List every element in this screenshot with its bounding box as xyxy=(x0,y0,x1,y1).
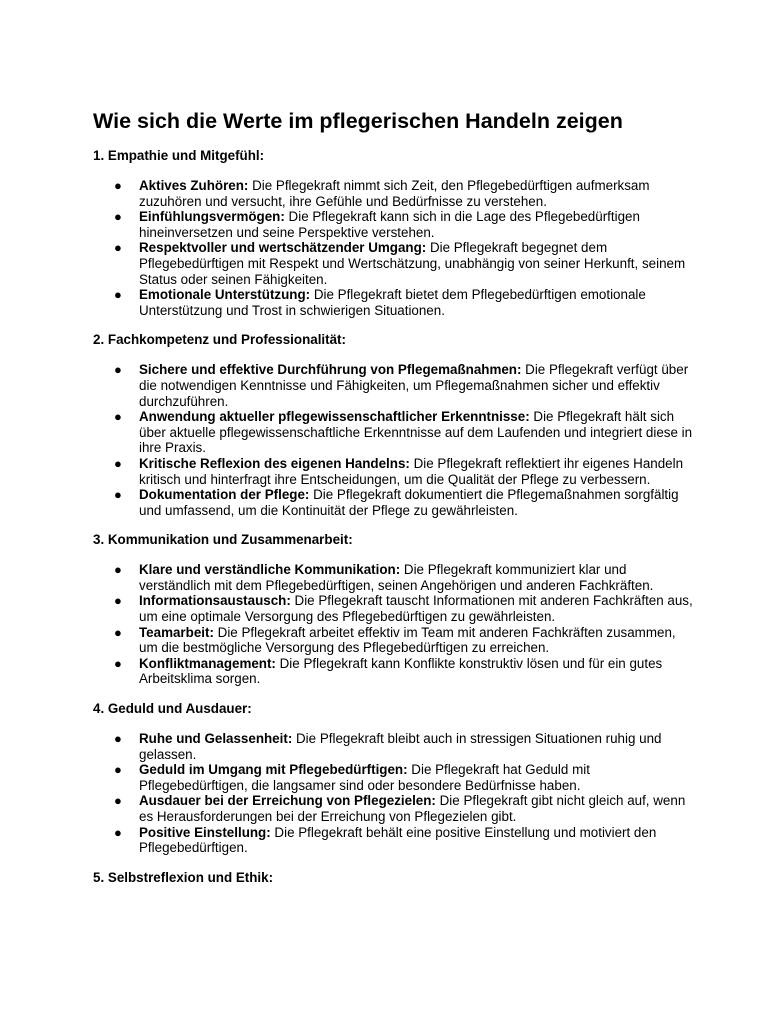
bullet-icon: ● xyxy=(114,362,122,378)
bullet-icon: ● xyxy=(114,455,122,471)
list-item: ● Respektvoller und wertschätzender Umgang: Die Pflegekraft begegnet dem Pflegebedürftigen mit Respekt und Wertschätzung, unabhängig von seiner Herkunft, seinem Status oder seinen Fähigkeiten. xyxy=(114,240,686,287)
bullet-list xyxy=(93,362,693,518)
section-heading: 4. Geduld und Ausdauer: xyxy=(93,701,252,717)
list-item: ● Sichere und effektive Durchführung von Pflegemaßnahmen: Die Pflegekraft verfügt über die notwendigen Kenntnisse und Fähigkeiten, um Pflegemaßnahmen sicher und effektiv durchzuführen. xyxy=(114,362,689,409)
list-item: ● Teamarbeit: Die Pflegekraft arbeitet effektiv im Team mit anderen Fachkräften zusammen, um die bestmögliche Versorgung des Pflegebedürftigen zu erreichen. xyxy=(114,624,676,656)
bullet-icon: ● xyxy=(114,731,122,747)
section-heading: 3. Kommunikation und Zusammenarbeit: xyxy=(93,532,353,548)
list-item: ● Aktives Zuhören: Die Pflegekraft nimmt sich Zeit, den Pflegebedürftigen aufmerksam zuzuhören und versucht, ihre Gefühle und Bedürfnisse zu verstehen. xyxy=(114,178,650,209)
section-heading: 1. Empathie und Mitgefühl: xyxy=(93,148,265,163)
list-item: ● Dokumentation der Pflege: Die Pflegekraft dokumentiert die Pflegemaßnahmen sorgfältig und umfassend, um die Kontinuität der Pflege zu gewährleisten. xyxy=(114,487,679,518)
list-item: ● Einfühlungsvermögen: Die Pflegekraft kann sich in die Lage des Pflegebedürftigen hineinversetzen und seine Perspektive verstehen. xyxy=(114,209,640,240)
bullet-icon: ● xyxy=(114,287,122,303)
section-selbstreflexion xyxy=(93,870,693,886)
bullet-icon: ● xyxy=(114,487,122,503)
bullet-icon: ● xyxy=(114,624,122,640)
list-item: ● Positive Einstellung: Die Pflegekraft behält eine positive Einstellung und motiviert den Pflegebedürftigen. xyxy=(114,824,657,856)
section-heading: 2. Fachkompetenz und Professionalität: xyxy=(93,332,346,348)
bullet-icon: ● xyxy=(114,824,122,840)
bullet-icon: ● xyxy=(114,793,122,809)
page-title: Wie sich die Werte im pflegerischen Handeln zeigen xyxy=(93,109,623,133)
section-geduld xyxy=(93,701,693,856)
bullet-icon: ● xyxy=(114,593,122,609)
bullet-icon: ● xyxy=(114,178,122,193)
bullet-list xyxy=(93,731,693,856)
bullet-icon: ● xyxy=(114,209,122,225)
bullet-icon: ● xyxy=(114,762,122,778)
section-heading: 5. Selbstreflexion und Ethik: xyxy=(93,869,274,885)
list-item: ● Ruhe und Gelassenheit: Die Pflegekraft bleibt auch in stressigen Situationen ruhig und gelassen. xyxy=(114,731,662,762)
section-fachkompetenz xyxy=(93,332,693,518)
list-item: ● Informationsaustausch: Die Pflegekraft tauscht Informationen mit anderen Fachkräften aus, um eine optimale Versorgung des Pflegebedürftigen zu gewährleisten. xyxy=(114,593,693,625)
bullet-icon: ● xyxy=(114,655,122,671)
list-item: ● Klare und verständliche Kommunikation: Die Pflegekraft kommuniziert klar und verständlich mit dem Pflegebedürftigen, seinen Angehörigen und anderen Fachkräften. xyxy=(114,562,654,593)
list-item: ● Konfliktmanagement: Die Pflegekraft kann Konflikte konstruktiv lösen und für ein gutes Arbeitsklima sorgen. xyxy=(114,655,663,687)
section-kommunikation xyxy=(93,532,693,687)
document-page xyxy=(93,108,693,886)
bullet-icon: ● xyxy=(114,240,122,256)
list-item: ● Ausdauer bei der Erreichung von Pflegezielen: Die Pflegekraft gibt nicht gleich auf, wenn es Herausforderungen bei der Erreichung von Pflegezielen gibt. xyxy=(114,793,686,824)
list-item: ● Anwendung aktueller pflegewissenschaftlicher Erkenntnisse: Die Pflegekraft hält sich über aktuelle pflegewissenschaftliche Erkenntnisse auf dem Laufenden und integriert diese in ihre Praxis. xyxy=(114,409,693,456)
list-item: ● Geduld im Umgang mit Pflegebedürftigen: Die Pflegekraft hat Geduld mit Pflegebedürftigen, die langsamer sind oder besondere Bedürfnisse haben. xyxy=(114,762,590,793)
bullet-icon: ● xyxy=(114,562,122,578)
bullet-icon: ● xyxy=(114,409,122,425)
section-empathie xyxy=(93,148,693,318)
list-item: ● Emotionale Unterstützung: Die Pflegekraft bietet dem Pflegebedürftigen emotionale Unterstützung und Trost in schwierigen Situationen. xyxy=(114,287,646,318)
bullet-list xyxy=(93,562,693,687)
bullet-list xyxy=(93,178,693,318)
list-item: ● Kritische Reflexion des eigenen Handelns: Die Pflegekraft reflektiert ihr eigenes Handeln kritisch und hinterfragt ihre Entscheidungen, um die Qualität der Pflege zu verbessern. xyxy=(114,455,684,487)
